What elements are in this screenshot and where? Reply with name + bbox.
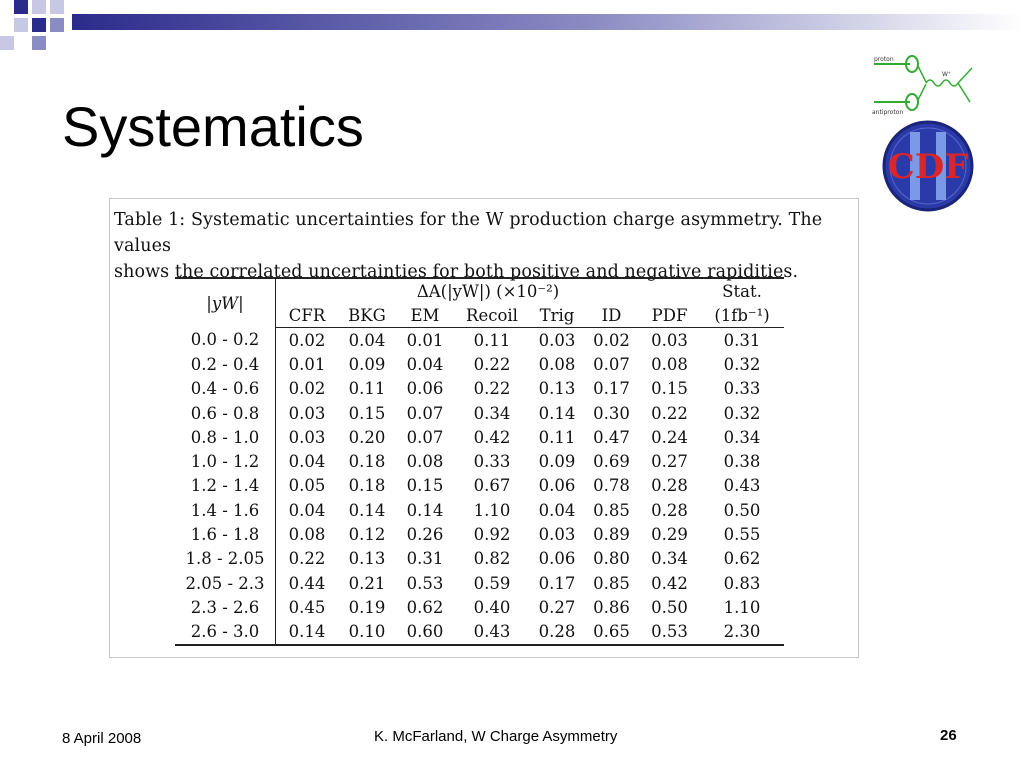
value-cell: 0.12 — [348, 525, 386, 545]
value-cell: 0.83 — [723, 573, 761, 593]
rapidity-bin-cell: 2.3 - 2.6 — [175, 595, 276, 619]
value-cell: 0.14 — [276, 620, 339, 645]
value-cell: 1.10 — [473, 500, 511, 520]
value-cell: 0.01 — [288, 354, 326, 374]
table-image-frame — [109, 198, 859, 658]
table-row — [175, 571, 784, 595]
value-cell: 0.03 — [651, 330, 688, 350]
value-cell: 0.15 — [406, 476, 444, 496]
table-row — [175, 449, 784, 473]
value-cell: 0.02 — [288, 379, 326, 399]
value-cell: 1.10 — [723, 597, 761, 617]
value-cell: 0.01 — [406, 330, 444, 350]
logo-antiproton-label: antiproton — [872, 109, 904, 116]
table-row — [175, 474, 784, 498]
value-cell: 0.08 — [651, 354, 688, 374]
value-cell: 0.33 — [473, 452, 511, 472]
value-cell: 0.06 — [538, 476, 576, 496]
value-cell: 0.28 — [651, 500, 688, 520]
value-cell: 0.27 — [651, 452, 688, 472]
value-cell: 0.28 — [530, 620, 584, 645]
value-cell: 0.04 — [288, 500, 326, 520]
rapidity-bin-cell: 2.6 - 3.0 — [175, 620, 276, 645]
col-header: EM — [396, 303, 454, 328]
value-cell: 0.02 — [593, 330, 630, 350]
value-cell: 0.43 — [454, 620, 530, 645]
value-cell: 0.69 — [593, 452, 630, 472]
value-cell: 0.22 — [473, 354, 511, 374]
table-row — [175, 377, 784, 401]
value-cell: 0.34 — [651, 549, 688, 569]
rapidity-bin-cell: 0.4 - 0.6 — [175, 377, 276, 401]
value-cell: 0.80 — [593, 549, 630, 569]
cdf-logo — [870, 52, 982, 212]
footer-title: K. McFarland, W Charge Asymmetry — [374, 728, 618, 745]
value-cell: 0.13 — [348, 549, 386, 569]
col-header: CFR — [276, 303, 339, 328]
value-cell: 0.22 — [288, 549, 326, 569]
col-header: BKG — [338, 303, 396, 328]
value-cell: 0.15 — [348, 403, 386, 423]
value-cell: 0.13 — [538, 379, 576, 399]
value-cell: 0.34 — [723, 427, 761, 447]
value-cell: 0.40 — [473, 597, 511, 617]
logo-cdf-text: CDF — [887, 147, 969, 187]
rapidity-bin-cell: 0.8 - 1.0 — [175, 425, 276, 449]
value-cell: 0.60 — [396, 620, 454, 645]
value-cell: 0.62 — [723, 549, 761, 569]
table-row — [175, 547, 784, 571]
value-cell: 0.32 — [723, 403, 761, 423]
value-cell: 0.04 — [288, 452, 326, 472]
value-cell: 0.59 — [473, 573, 511, 593]
value-cell: 0.10 — [338, 620, 396, 645]
value-cell: 0.27 — [538, 597, 576, 617]
value-cell: 0.02 — [288, 330, 326, 350]
value-cell: 0.08 — [406, 452, 444, 472]
value-cell: 0.06 — [406, 379, 444, 399]
col-header: PDF — [639, 303, 700, 328]
value-cell: 0.78 — [593, 476, 630, 496]
caption-line-1: Table 1: Systematic uncertainties for the W production charge asymmetry. The values — [114, 210, 823, 256]
value-cell: 0.19 — [348, 597, 386, 617]
value-cell: 0.33 — [723, 379, 761, 399]
value-cell: 0.92 — [473, 525, 511, 545]
table-body — [175, 328, 784, 645]
table-row — [175, 620, 784, 645]
value-cell: 0.62 — [406, 597, 444, 617]
value-cell: 0.06 — [538, 549, 576, 569]
value-cell: 0.14 — [538, 403, 576, 423]
header-decoration — [0, 0, 1024, 60]
value-cell: 0.17 — [538, 573, 576, 593]
value-cell: 0.21 — [348, 573, 386, 593]
value-cell: 0.08 — [538, 354, 576, 374]
value-cell: 0.03 — [538, 525, 576, 545]
value-cell: 0.85 — [593, 573, 630, 593]
value-cell: 0.85 — [593, 500, 630, 520]
value-cell: 0.53 — [639, 620, 700, 645]
value-cell: 0.07 — [406, 427, 444, 447]
value-cell: 0.11 — [473, 330, 511, 350]
table-row — [175, 498, 784, 522]
value-cell: 0.50 — [723, 500, 761, 520]
value-cell: 0.32 — [723, 354, 761, 374]
value-cell: 0.30 — [593, 403, 630, 423]
col-header: Trig — [530, 303, 584, 328]
logo-proton-label: proton — [874, 56, 894, 63]
rapidity-bin-cell: 0.6 - 0.8 — [175, 401, 276, 425]
value-cell: 0.17 — [593, 379, 630, 399]
col-header: Recoil — [454, 303, 530, 328]
value-cell: 0.86 — [593, 597, 630, 617]
value-cell: 0.31 — [406, 549, 444, 569]
value-cell: 0.24 — [651, 427, 688, 447]
table-row — [175, 595, 784, 619]
asymmetry-group-header: ΔA(|yW|) (×10⁻²) — [276, 278, 701, 303]
value-cell: 0.08 — [288, 525, 326, 545]
value-cell: 0.05 — [288, 476, 326, 496]
rapidity-bin-cell: 0.0 - 0.2 — [175, 328, 276, 353]
value-cell: 0.42 — [473, 427, 511, 447]
col-header: ID — [584, 303, 639, 328]
value-cell: 0.11 — [538, 427, 576, 447]
value-cell: 0.43 — [723, 476, 761, 496]
value-cell: 0.82 — [473, 549, 511, 569]
value-cell: 0.31 — [723, 330, 761, 350]
logo-w-label: W⁺ — [942, 71, 952, 78]
value-cell: 0.03 — [538, 330, 576, 350]
value-cell: 0.09 — [538, 452, 576, 472]
value-cell: 0.67 — [473, 476, 511, 496]
rapidity-bin-cell: 1.0 - 1.2 — [175, 449, 276, 473]
value-cell: 0.11 — [348, 379, 386, 399]
stat-header: Stat. — [700, 278, 784, 303]
table-header-row-1 — [175, 278, 784, 303]
value-cell: 0.03 — [288, 427, 326, 447]
value-cell: 0.47 — [593, 427, 630, 447]
value-cell: 0.18 — [348, 476, 386, 496]
value-cell: 0.04 — [348, 330, 386, 350]
rapidity-bin-cell: 1.6 - 1.8 — [175, 522, 276, 546]
value-cell: 2.30 — [700, 620, 784, 645]
value-cell: 0.18 — [348, 452, 386, 472]
value-cell: 0.29 — [651, 525, 688, 545]
value-cell: 0.22 — [473, 379, 511, 399]
value-cell: 0.42 — [651, 573, 688, 593]
value-cell: 0.14 — [406, 500, 444, 520]
rapidity-bin-cell: 2.05 - 2.3 — [175, 571, 276, 595]
value-cell: 0.03 — [288, 403, 326, 423]
value-cell: 0.07 — [406, 403, 444, 423]
value-cell: 0.22 — [651, 403, 688, 423]
value-cell: 0.50 — [651, 597, 688, 617]
value-cell: 0.15 — [651, 379, 688, 399]
value-cell: 0.53 — [406, 573, 444, 593]
footer-date: 8 April 2008 — [62, 730, 142, 747]
rapidity-bin-cell: 1.8 - 2.05 — [175, 547, 276, 571]
value-cell: 0.38 — [723, 452, 761, 472]
cdf-seal-icon — [870, 118, 982, 212]
rapidity-bin-cell: 0.2 - 0.4 — [175, 352, 276, 376]
systematics-table — [175, 277, 784, 646]
table-row — [175, 401, 784, 425]
table-caption — [114, 207, 856, 285]
rapidity-header: |yW| — [175, 278, 276, 328]
feynman-diagram-icon — [870, 52, 982, 118]
value-cell: 0.04 — [538, 500, 576, 520]
value-cell: 0.07 — [593, 354, 630, 374]
rapidity-bin-cell: 1.2 - 1.4 — [175, 474, 276, 498]
value-cell: 0.14 — [348, 500, 386, 520]
value-cell: 0.44 — [288, 573, 326, 593]
value-cell: 0.65 — [584, 620, 639, 645]
rapidity-bin-cell: 1.4 - 1.6 — [175, 498, 276, 522]
value-cell: 0.04 — [406, 354, 444, 374]
table-row — [175, 425, 784, 449]
table-row — [175, 352, 784, 376]
value-cell: 0.45 — [288, 597, 326, 617]
value-cell: 0.28 — [651, 476, 688, 496]
value-cell: 0.26 — [406, 525, 444, 545]
value-cell: 0.34 — [473, 403, 511, 423]
value-cell: 0.55 — [723, 525, 761, 545]
value-cell: 0.89 — [593, 525, 630, 545]
caption-line-2: shows the correlated uncertainties for both positive and negative rapidities. — [114, 262, 799, 282]
value-cell: 0.09 — [348, 354, 386, 374]
page-number: 26 — [940, 727, 957, 744]
stat-unit-header: (1fb⁻¹) — [700, 303, 784, 328]
table-row — [175, 328, 784, 353]
value-cell: 0.20 — [348, 427, 386, 447]
slide-title: Systematics — [62, 95, 364, 158]
table-row — [175, 522, 784, 546]
